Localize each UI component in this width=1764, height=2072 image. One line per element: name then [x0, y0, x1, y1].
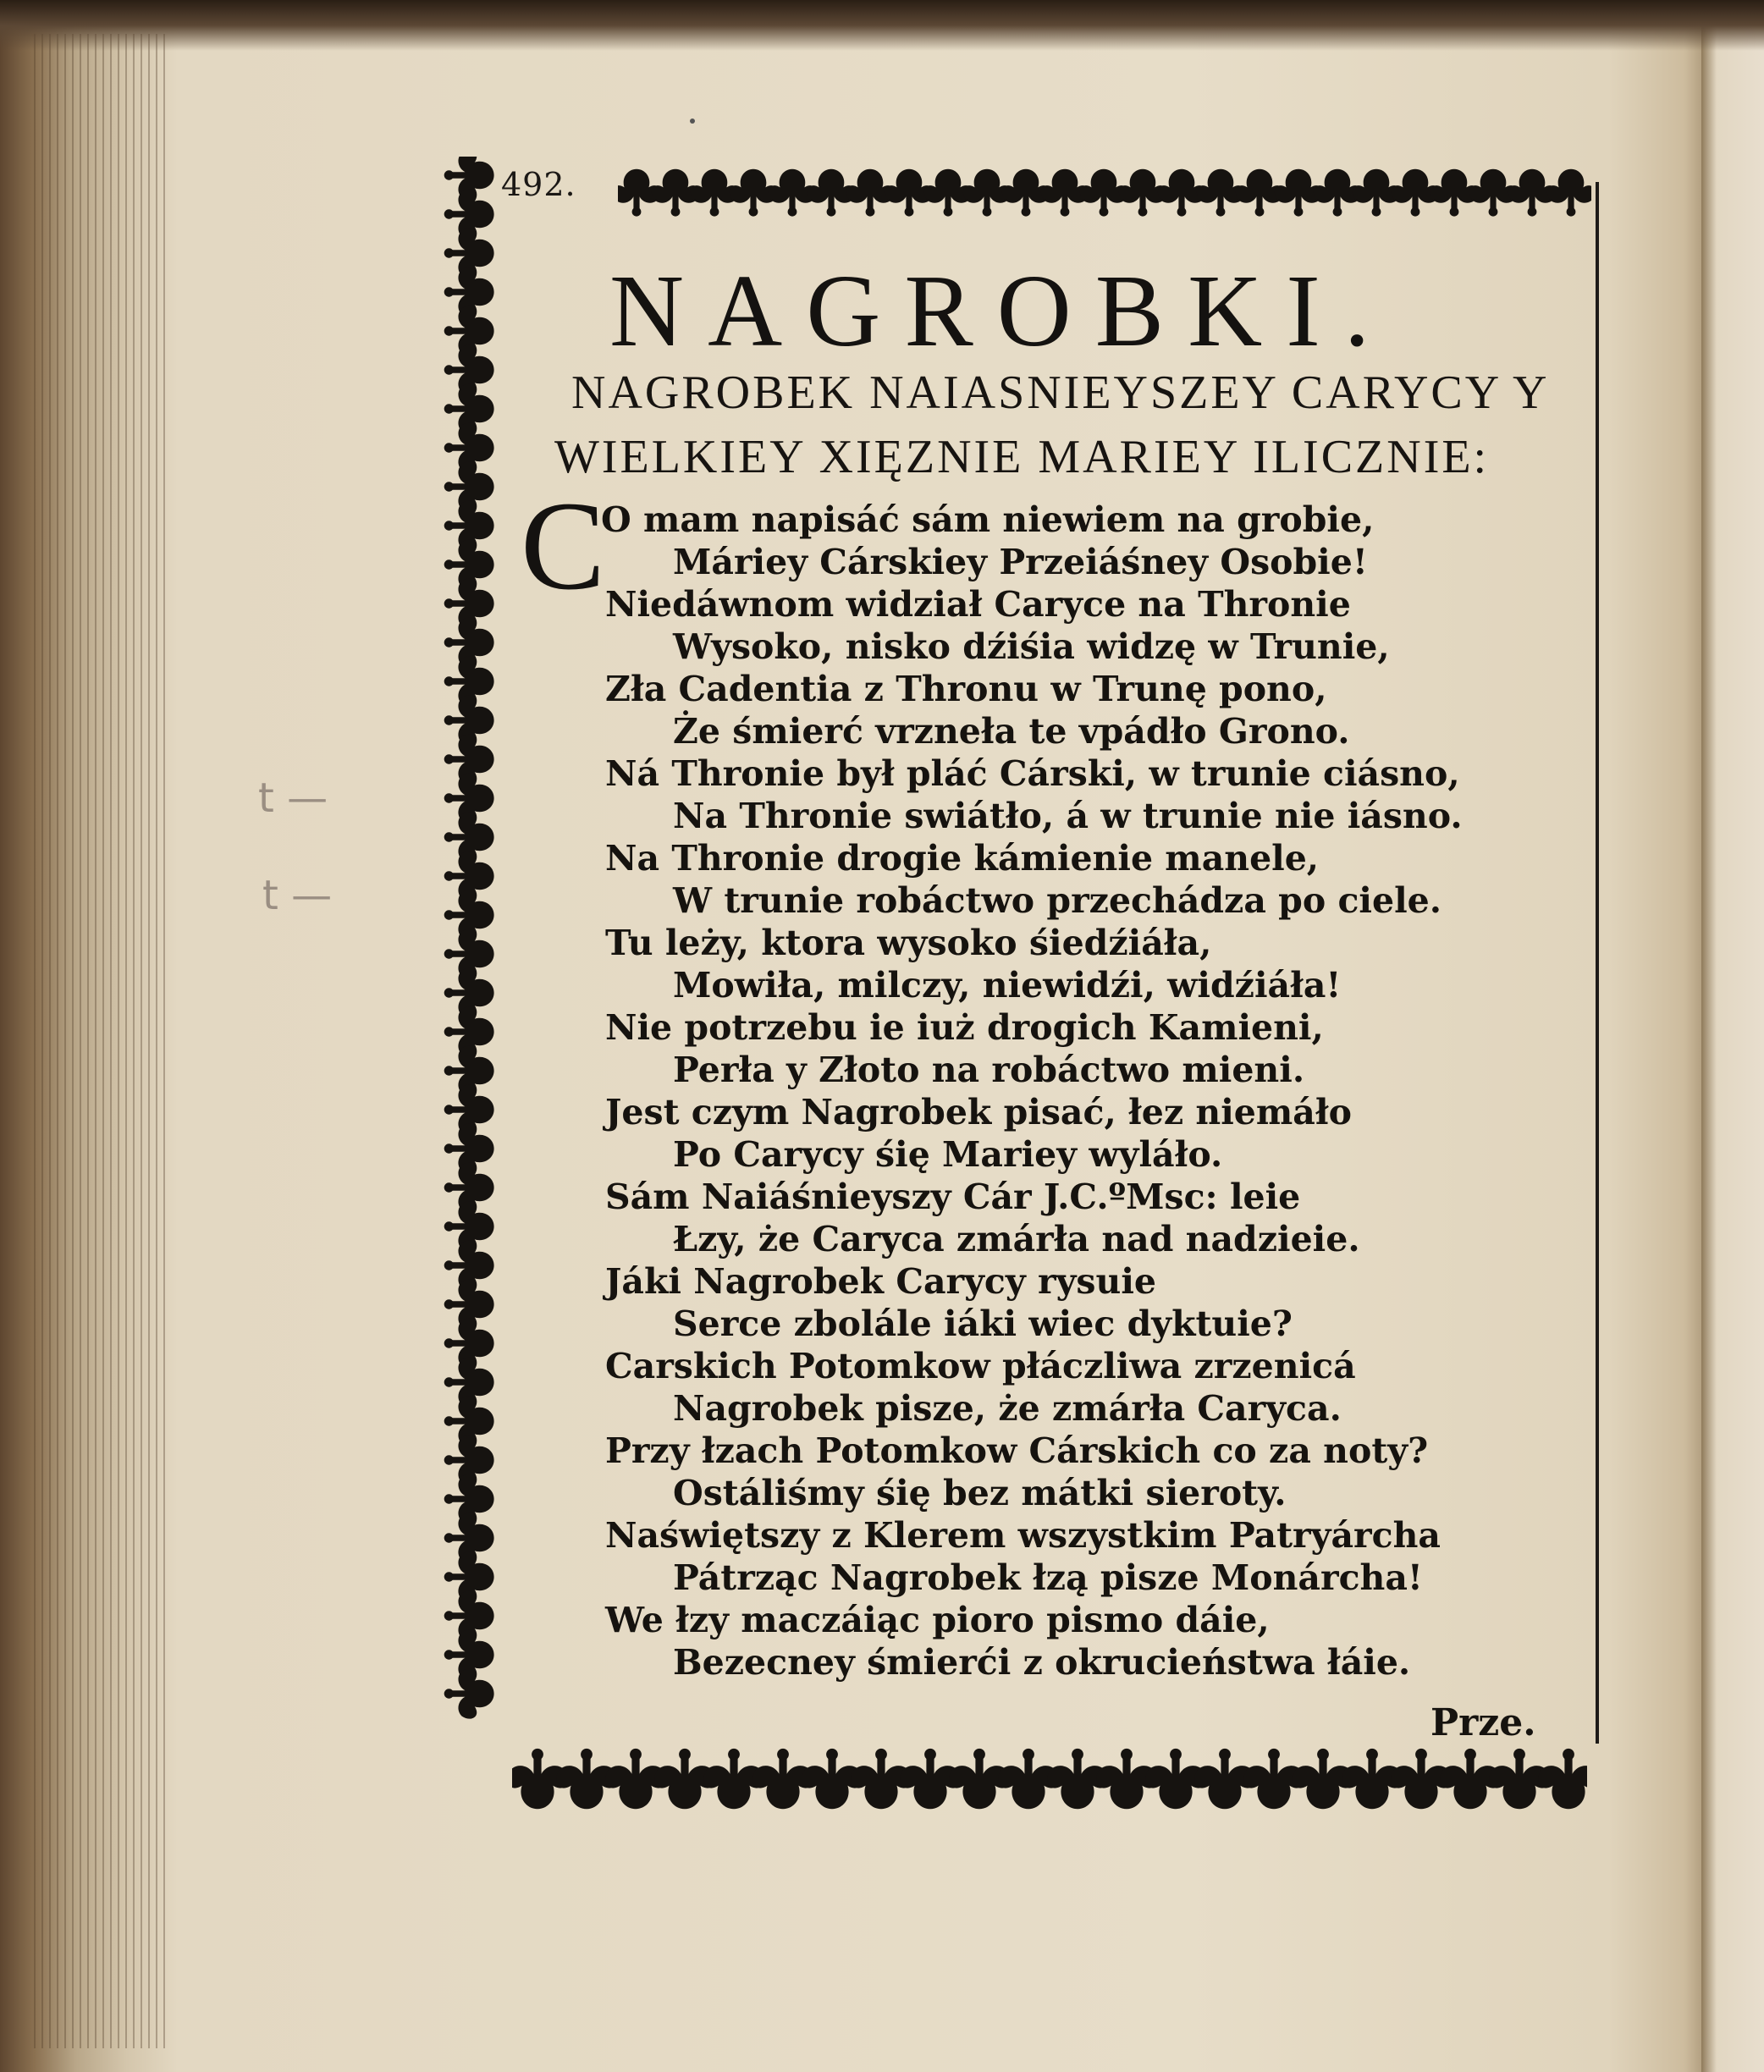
fleuron-ornament: [444, 1668, 494, 1718]
fleuron-ornament: [1547, 169, 1591, 217]
drop-cap: C: [521, 476, 606, 616]
ornament-border-top: [618, 161, 1591, 220]
verse-line: Serce zbolále iáki wiec dyktuie?: [673, 1303, 1293, 1344]
verse-line: Przy łzach Potomkow Cárskich co za noty?: [605, 1430, 1429, 1471]
pencil-mark: t —: [258, 774, 328, 822]
fleuron-ornament: [1538, 1749, 1587, 1809]
verse-line: We łzy maczáiąc pioro pismo dáie,: [605, 1600, 1270, 1640]
facing-page-edge: [1701, 0, 1764, 2072]
verse-line: Mowiła, milczy, niewidźi, widźiáła!: [673, 965, 1342, 1006]
verse-line: Na Thronie swiátło, á w trunie nie iásno.: [673, 796, 1463, 836]
epitaph-heading-line1: NAGROBEK NAIASNIEYSZEY CARYCY Y: [571, 366, 1550, 419]
ink-speck: [690, 118, 695, 124]
verse-line: Sám Naiáśnieyszy Cár J.C.ºMsc: leie: [605, 1177, 1301, 1217]
pencil-mark: t —: [262, 872, 333, 919]
verse-line: Wysoko, nisko dźiśia widzę w Trunie,: [673, 626, 1390, 667]
verse-line: Tu leży, ktora wysoko śiedźiáła,: [605, 923, 1212, 963]
epitaph-heading-line2: WIELKIEY XIĘZNIE MARIEY ILICZNIE:: [554, 431, 1490, 483]
top-shadow: [0, 0, 1764, 51]
verse-line: Ná Thronie był pláć Cárski, w trunie ciásno,: [605, 753, 1460, 794]
verse-line: Naświętszy z Klerem wszystkim Patryárcha: [605, 1515, 1441, 1556]
verse-line: O mam napisáć sám niewiem na grobie,: [601, 499, 1375, 540]
page-title: NAGROBKI.: [609, 254, 1394, 368]
verse-line: Jáki Nagrobek Carycy rysuie: [605, 1261, 1156, 1302]
page-number: 492.: [501, 166, 576, 203]
verse-line: Nagrobek pisze, że zmárła Caryca.: [673, 1388, 1342, 1429]
verse-line: Bezecney śmierći z okrucieństwa łáie.: [673, 1642, 1411, 1683]
verse-line: Máriey Cárskiey Przeiáśney Osobie!: [673, 542, 1368, 582]
catchword: Prze.: [1430, 1701, 1536, 1744]
verse-line: Jest czym Nagrobek pisać, łez niemáło: [605, 1092, 1352, 1132]
verse-line: Nie potrzebu ie iuż drogich Kamieni,: [605, 1007, 1324, 1048]
verse-line: Że śmierć vrzneła te vpádło Grono.: [673, 711, 1350, 752]
verse-line: Łzy, że Caryca zmárła nad nadzieie.: [673, 1219, 1360, 1259]
verse-line: Carskich Potomkow płáczliwa zrzenicá: [605, 1346, 1356, 1386]
ornament-border-left: [440, 157, 504, 1731]
verse-line: Po Carycy śię Mariey wyláło.: [673, 1134, 1223, 1175]
frame-rule-right: [1596, 182, 1599, 1744]
verse-line: Perła y Złoto na robáctwo mieni.: [673, 1050, 1305, 1090]
verse-line: Niedáwnom widział Caryce na Thronie: [605, 584, 1351, 625]
ornament-border-bottom: [512, 1744, 1587, 1820]
verse-line: Zła Cadentia z Thronu w Trunę pono,: [605, 669, 1327, 709]
verse-line: W trunie robáctwo przechádza po ciele.: [673, 880, 1442, 921]
verse-line: Ostáliśmy śię bez mátki sieroty.: [673, 1473, 1287, 1513]
page-edges: [34, 34, 169, 2048]
verse-line: Pátrząc Nagrobek łzą pisze Monárcha!: [673, 1557, 1423, 1598]
verse-line: Na Thronie drogie kámienie manele,: [605, 838, 1320, 879]
